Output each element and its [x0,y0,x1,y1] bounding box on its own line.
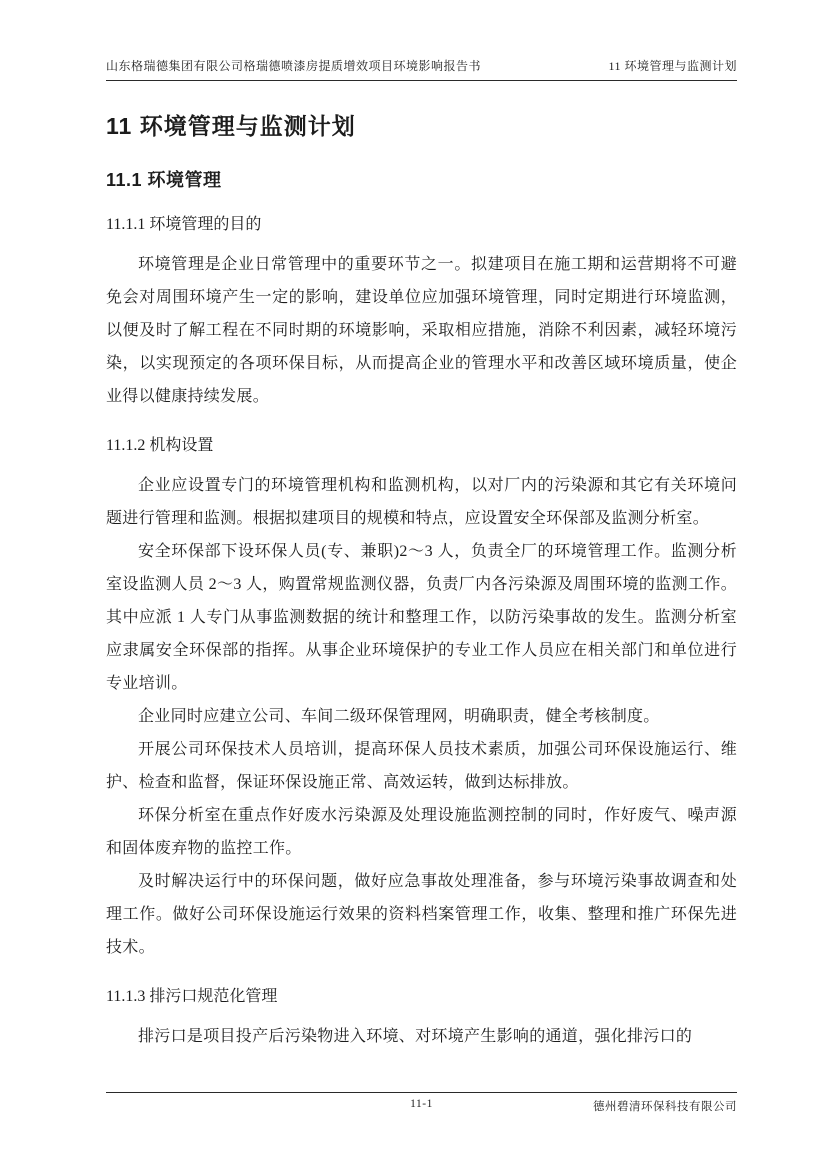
body-paragraph: 环境管理是企业日常管理中的重要环节之一。拟建项目在施工期和运营期将不可避免会对周围环境产生一定的影响，建设单位应加强环境管理，同时定期进行环境监测，以便及时了解工程在不同时期的环境影响，采取相应措施，消除不利因素，减轻环境污染，以实现预定的各项环保目标，从而提高企业的管理水平和改善区域环境质量，使企业得以健康持续发展。 [106,256,737,405]
body-paragraph: 企业应设置专门的环境管理机构和监测机构，以对厂内的污染源和其它有关环境问题进行管理和监测。根据拟建项目的规模和特点，应设置安全环保部及监测分析室。 [106,477,737,527]
section-heading-11-1: 11.1 环境管理 [106,170,222,190]
subsection-heading-11-1-3: 11.1.3 排污口规范化管理 [106,988,278,1005]
subsection-heading-11-1-2: 11.1.2 机构设置 [106,437,214,454]
header-report-title: 山东格瑞德集团有限公司格瑞德喷漆房提质增效项目环境影响报告书 [106,59,482,73]
body-paragraph: 开展公司环保技术人员培训，提高环保人员技术素质，加强公司环保设施运行、维护、检查和监督，保证环保设施正常、高效运转，做到达标排放。 [106,741,737,791]
footer-company-name: 德州碧清环保科技有限公司 [593,1101,737,1113]
body-paragraph: 安全环保部下设环保人员(专、兼职)2～3 人，负责全厂的环境管理工作。监测分析室设监测人员 2～3 人，购置常规监测仪器，负责厂内各污染源及周围环境的监测工作。其中应派 1 人专门从事监测数据的统计和整理工作，以防污染事故的发生。监测分析室应隶属安全环保部的指挥。从事企业环境保护的专业工作人员应在相关部门和单位进行专业培训。 [106,543,737,692]
page-footer [106,1092,737,1114]
header-chapter-label: 11 环境管理与监测计划 [608,59,737,73]
subsection-heading-11-1-1: 11.1.1 环境管理的目的 [106,216,262,233]
body-paragraph: 及时解决运行中的环保问题，做好应急事故处理准备，参与环境污染事故调查和处理工作。做好公司环保设施运行效果的资料档案管理工作，收集、整理和推广环保先进技术。 [106,873,737,956]
page-header [106,0,737,81]
footer-page-number: 11-1 [410,1098,433,1110]
chapter-title: 11 环境管理与监测计划 [106,113,356,139]
body-paragraph: 企业同时应建立公司、车间二级环保管理网，明确职责，健全考核制度。 [138,708,660,725]
body-paragraph: 环保分析室在重点作好废水污染源及处理设施监测控制的同时，作好废气、噪声源和固体废弃物的监控工作。 [106,807,737,857]
footer-inner [106,1098,737,1114]
body-paragraph: 排污口是项目投产后污染物进入环境、对环境产生影响的通道，强化排污口的 [138,1028,693,1045]
